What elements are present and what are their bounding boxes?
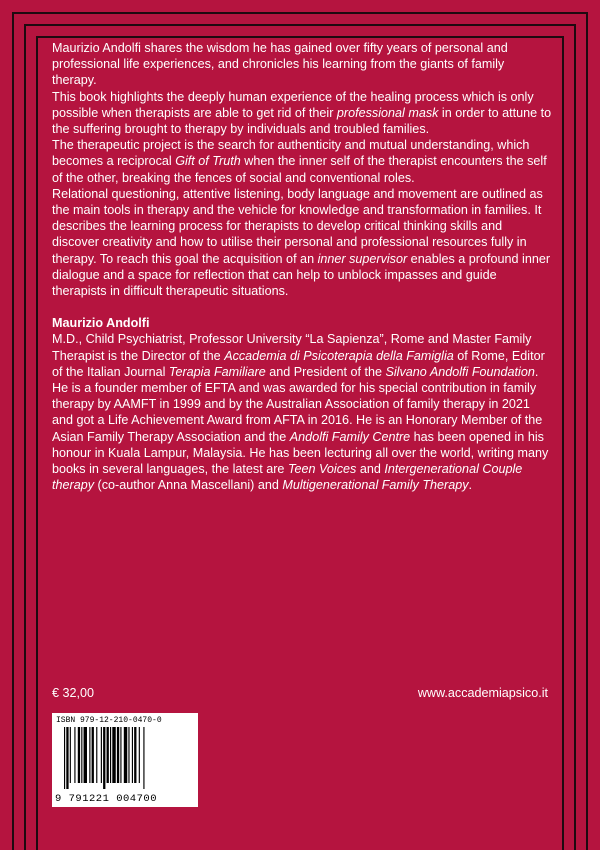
barcode-bar: [128, 727, 129, 783]
barcode-bar: [81, 727, 82, 783]
barcode-bar: [92, 727, 94, 783]
barcode-bar: [110, 727, 111, 783]
barcode-bar: [101, 727, 102, 783]
barcode-bar: [66, 727, 68, 789]
barcode-bar: [134, 727, 136, 783]
barcode-bar: [78, 727, 80, 783]
barcode-bar: [103, 727, 105, 789]
barcode-bar: [117, 727, 119, 783]
barcode-bar: [132, 727, 133, 783]
barcode-bars: [64, 727, 188, 789]
isbn-barcode: [52, 713, 198, 807]
description-paragraph-1: Maurizio Andolfi shares the wisdom he has gained over fifty years of personal and professional life experiences, and chronicles his learning from the giants of family therapy.: [52, 41, 508, 88]
author-name: Maurizio Andolfi: [52, 316, 150, 331]
author-bio: [52, 315, 552, 493]
back-cover-text: [52, 40, 552, 493]
barcode-bar: [112, 727, 115, 783]
barcode-bar: [120, 727, 121, 783]
barcode-bar: [96, 727, 97, 783]
author-biography-text: M.D., Child Psychiatrist, Professor University “La Sapienza”, Rome and Master Family Therapist is the Director of the Accademia di Psicoterapia della Famiglia of Rome, Editor of the Italian Journal Terapia Familiare and President of the Silvano Andolfi Foundation. He is a founder member of EFTA and was awarded for his special contribution in family therapy by AAMFT in 1999 and by the Australian Association of family therapy in 2021 and got a Life Achievement Award from AFTA in 2016. He is an Honorary Member of the Asian Family Therapy Association and the Andolfi Family Centre has been opened in his honour in Kuala Lampur, Malaysia. He has been lecturing all over the world, writing many books in several languages, the latest are Teen Voices and Intergenerational Couple therapy (co-author Anna Mascellani) and Multigenerational Family Therapy.: [52, 332, 549, 493]
barcode-bar: [139, 727, 140, 783]
isbn-label: ISBN 979-12-210-0470-0: [56, 716, 162, 725]
barcode-bar: [70, 727, 71, 783]
barcode-bar: [84, 727, 87, 783]
barcode-bar: [64, 727, 65, 789]
barcode-digits: 9 791221 004700: [55, 793, 158, 805]
barcode-bar: [143, 727, 144, 789]
barcode-bar: [89, 727, 90, 783]
description-paragraph-4: Relational questioning, attentive listening, body language and movement are outlined as the main tools in therapy and the vehicle for knowledge and transformation in families. It describes the learning process for therapists to develop critical thinking skills and discover creativity and how to utilise their personal and professional resources fully in therapy. To reach this goal the acquisition of an inner supervisor enables a profound inner dialogue and a space for reflection that can help to unblock impasses and guide therapists in difficult therapeutic situations.: [52, 186, 551, 299]
barcode-bar: [74, 727, 75, 783]
publisher-website: www.accademiapsico.it: [417, 686, 548, 700]
cover-footer: [52, 686, 548, 700]
description-paragraph-2: This book highlights the deeply human experience of the healing process which is only possible when therapists are able to get rid of their professional mask in order to attune to the suffering brought to therapy by individuals and troubled families.: [52, 89, 552, 137]
description-paragraph-3: The therapeutic project is the search for authenticity and mutual understanding, which becomes a reciprocal Gift of Truth when the inner self of the therapist encounters the self of the other, breaking the fences of social and conventional roles.: [52, 138, 547, 185]
barcode-bar: [107, 727, 109, 783]
barcode-bar: [124, 727, 127, 783]
price: € 32,00: [52, 686, 95, 700]
